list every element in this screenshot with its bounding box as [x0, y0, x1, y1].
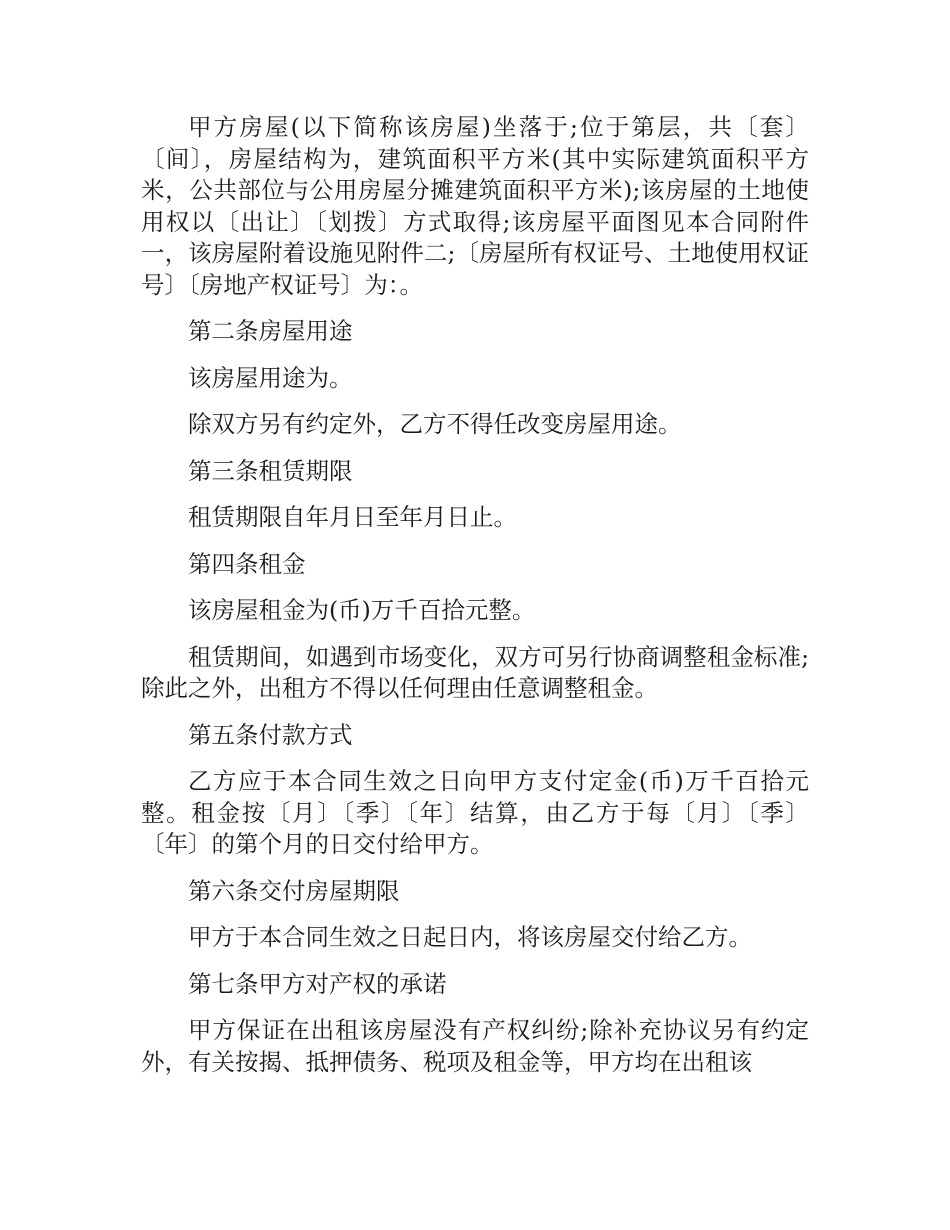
paragraph-rent-adjustment: 租赁期间，如遇到市场变化，双方可另行协商调整租金标准;除此之外，出租方不得以任何理由任意调整租金。: [141, 642, 809, 702]
heading-article-4-rent: 第四条租金: [188, 549, 306, 578]
heading-article-3-lease-term: 第三条租赁期限: [188, 456, 353, 485]
paragraph-payment-method: 乙方应于本合同生效之日向甲方支付定金(币)万千百拾元整。租金按〔月〕〔季〕〔年〕结算，由乙方于每〔月〕〔季〕〔年〕的第个月的日交付给甲方。: [141, 767, 809, 858]
heading-article-2-property-use: 第二条房屋用途: [188, 317, 353, 345]
paragraph-use-statement: 该房屋用途为。: [188, 363, 353, 392]
heading-article-7-ownership: 第七条甲方对产权的承诺: [188, 969, 447, 998]
heading-article-6-delivery: 第六条交付房屋期限: [188, 876, 400, 905]
paragraph-delivery-term: 甲方于本合同生效之日起日内，将该房屋交付给乙方。: [188, 923, 752, 951]
heading-article-5-payment: 第五条付款方式: [188, 720, 353, 749]
paragraph-property-location: 甲方房屋(以下简称该房屋)坐落于;位于第层，共〔套〕〔间〕，房屋结构为，建筑面积平方米(其中实际建筑面积平方米，公共部位与公用房屋分摊建筑面积平方米);该房屋的土地使用权以〔出让〕〔划拨〕方式取得;该房屋平面图见本合同附件一，该房屋附着设施见附件二;〔房屋所有权证号、土地使用权证号〕〔房地产权证号〕为：。: [141, 113, 809, 299]
paragraph-ownership-guarantee: 甲方保证在出租该房屋没有产权纠纷;除补充协议另有约定外，有关按揭、抵押债务、税项及租金等，甲方均在出租该: [141, 1016, 809, 1076]
paragraph-rent-amount: 该房屋租金为(币)万千百拾元整。: [188, 596, 536, 624]
paragraph-use-restriction: 除双方另有约定外，乙方不得任改变房屋用途。: [188, 410, 682, 438]
paragraph-lease-term: 租赁期限自年月日至年月日止。: [188, 503, 517, 531]
document-body: [141, 112, 809, 1093]
